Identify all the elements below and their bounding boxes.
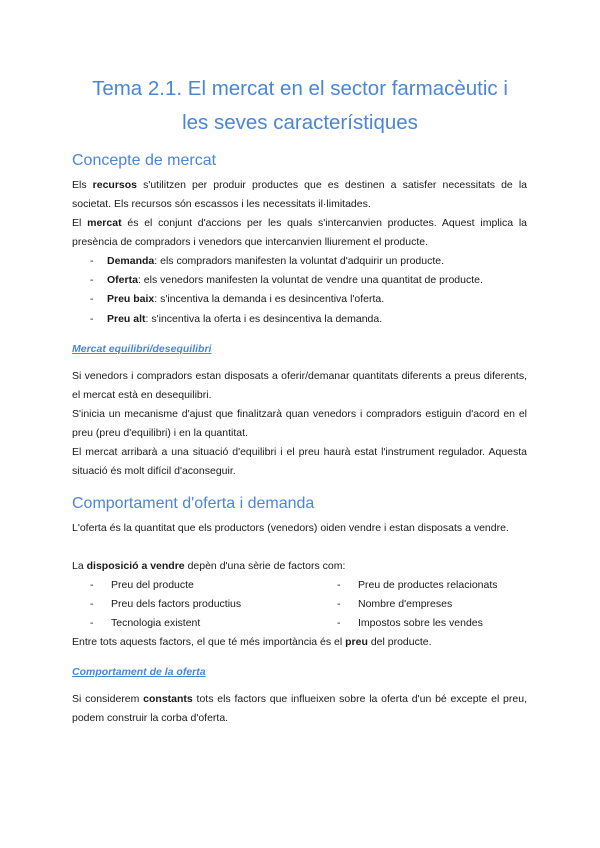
paragraph-constants: Si considerem constants tots els factors que influeixen sobre la oferta d'un bé excepte el preu, podem construir la corba d'oferta. bbox=[72, 693, 527, 725]
subheading-comportament-oferta: Comportament de la oferta bbox=[72, 666, 206, 678]
paragraph-preu: Entre tots aquests factors, el que té més importància és el preu del producte. bbox=[72, 636, 432, 648]
paragraph-disposicio: La disposició a vendre depèn d'una sèrie de factors com: bbox=[72, 560, 346, 572]
title-line-2: les seves característiques bbox=[182, 111, 418, 134]
list-item: - Oferta: els venedors manifesten la voluntat de vendre una quantitat de producte. bbox=[72, 271, 527, 290]
paragraph-ajust: S'inicia un mecanisme d'ajust que finalitzarà quan venedors i compradors estiguin d'acord en el preu (preu d'equilibri) i en la quantitat. bbox=[72, 408, 527, 440]
paragraph-desequilibri: Si venedors i compradors estan disposats a oferir/demanar quantitats diferents a preus diferents, el mercat està en desequilibri. bbox=[72, 370, 527, 402]
paragraph-mercat: El mercat és el conjunt d'accions per les quals s'intercanvien productes. Aquest implica la presència de compradors i venedors que intercanvien lliurement el producte. bbox=[72, 217, 527, 249]
document-title bbox=[60, 72, 540, 140]
list-item: - Preu de productes relacionats bbox=[337, 576, 498, 595]
list-item: - Impostos sobre les vendes bbox=[337, 614, 498, 633]
paragraph-equilibri: El mercat arribarà a una situació d'equilibri i el preu haurà estat l'instrument regulador. Aquesta situació és molt difícil d'aconseguir. bbox=[72, 446, 527, 478]
factors-column-left bbox=[90, 576, 241, 634]
factors-column-right bbox=[337, 576, 498, 634]
section-heading-concepte: Concepte de mercat bbox=[72, 152, 217, 169]
list-item: - Preu dels factors productius bbox=[90, 595, 241, 614]
section-heading-comportament: Comportament d'oferta i demanda bbox=[72, 495, 315, 512]
list-item: - Tecnologia existent bbox=[90, 614, 241, 633]
subheading-equilibri: Mercat equilibri/desequilibri bbox=[72, 343, 212, 355]
list-item: - Nombre d'empreses bbox=[337, 595, 498, 614]
list-item: - Preu baix: s'incentiva la demanda i es desincentiva l'oferta. bbox=[72, 290, 527, 309]
list-item: - Preu del producte bbox=[90, 576, 241, 595]
title-line-1: Tema 2.1. El mercat en el sector farmacèutic i bbox=[92, 77, 508, 100]
market-concepts-list bbox=[72, 252, 527, 329]
paragraph-oferta: L'oferta és la quantitat que els productors (venedors) oiden vendre i estan disposats a vendre. bbox=[72, 522, 509, 534]
list-item: - Demanda: els compradors manifesten la voluntat d'adquirir un producte. bbox=[72, 252, 527, 271]
list-item: - Preu alt: s'incentiva la oferta i es desincentiva la demanda. bbox=[72, 310, 527, 329]
paragraph-recursos: Els recursos s'utilitzen per produir productes que es destinen a satisfer necessitats de la societat. Els recursos són escassos i les necessitats il·limitades. bbox=[72, 179, 527, 211]
